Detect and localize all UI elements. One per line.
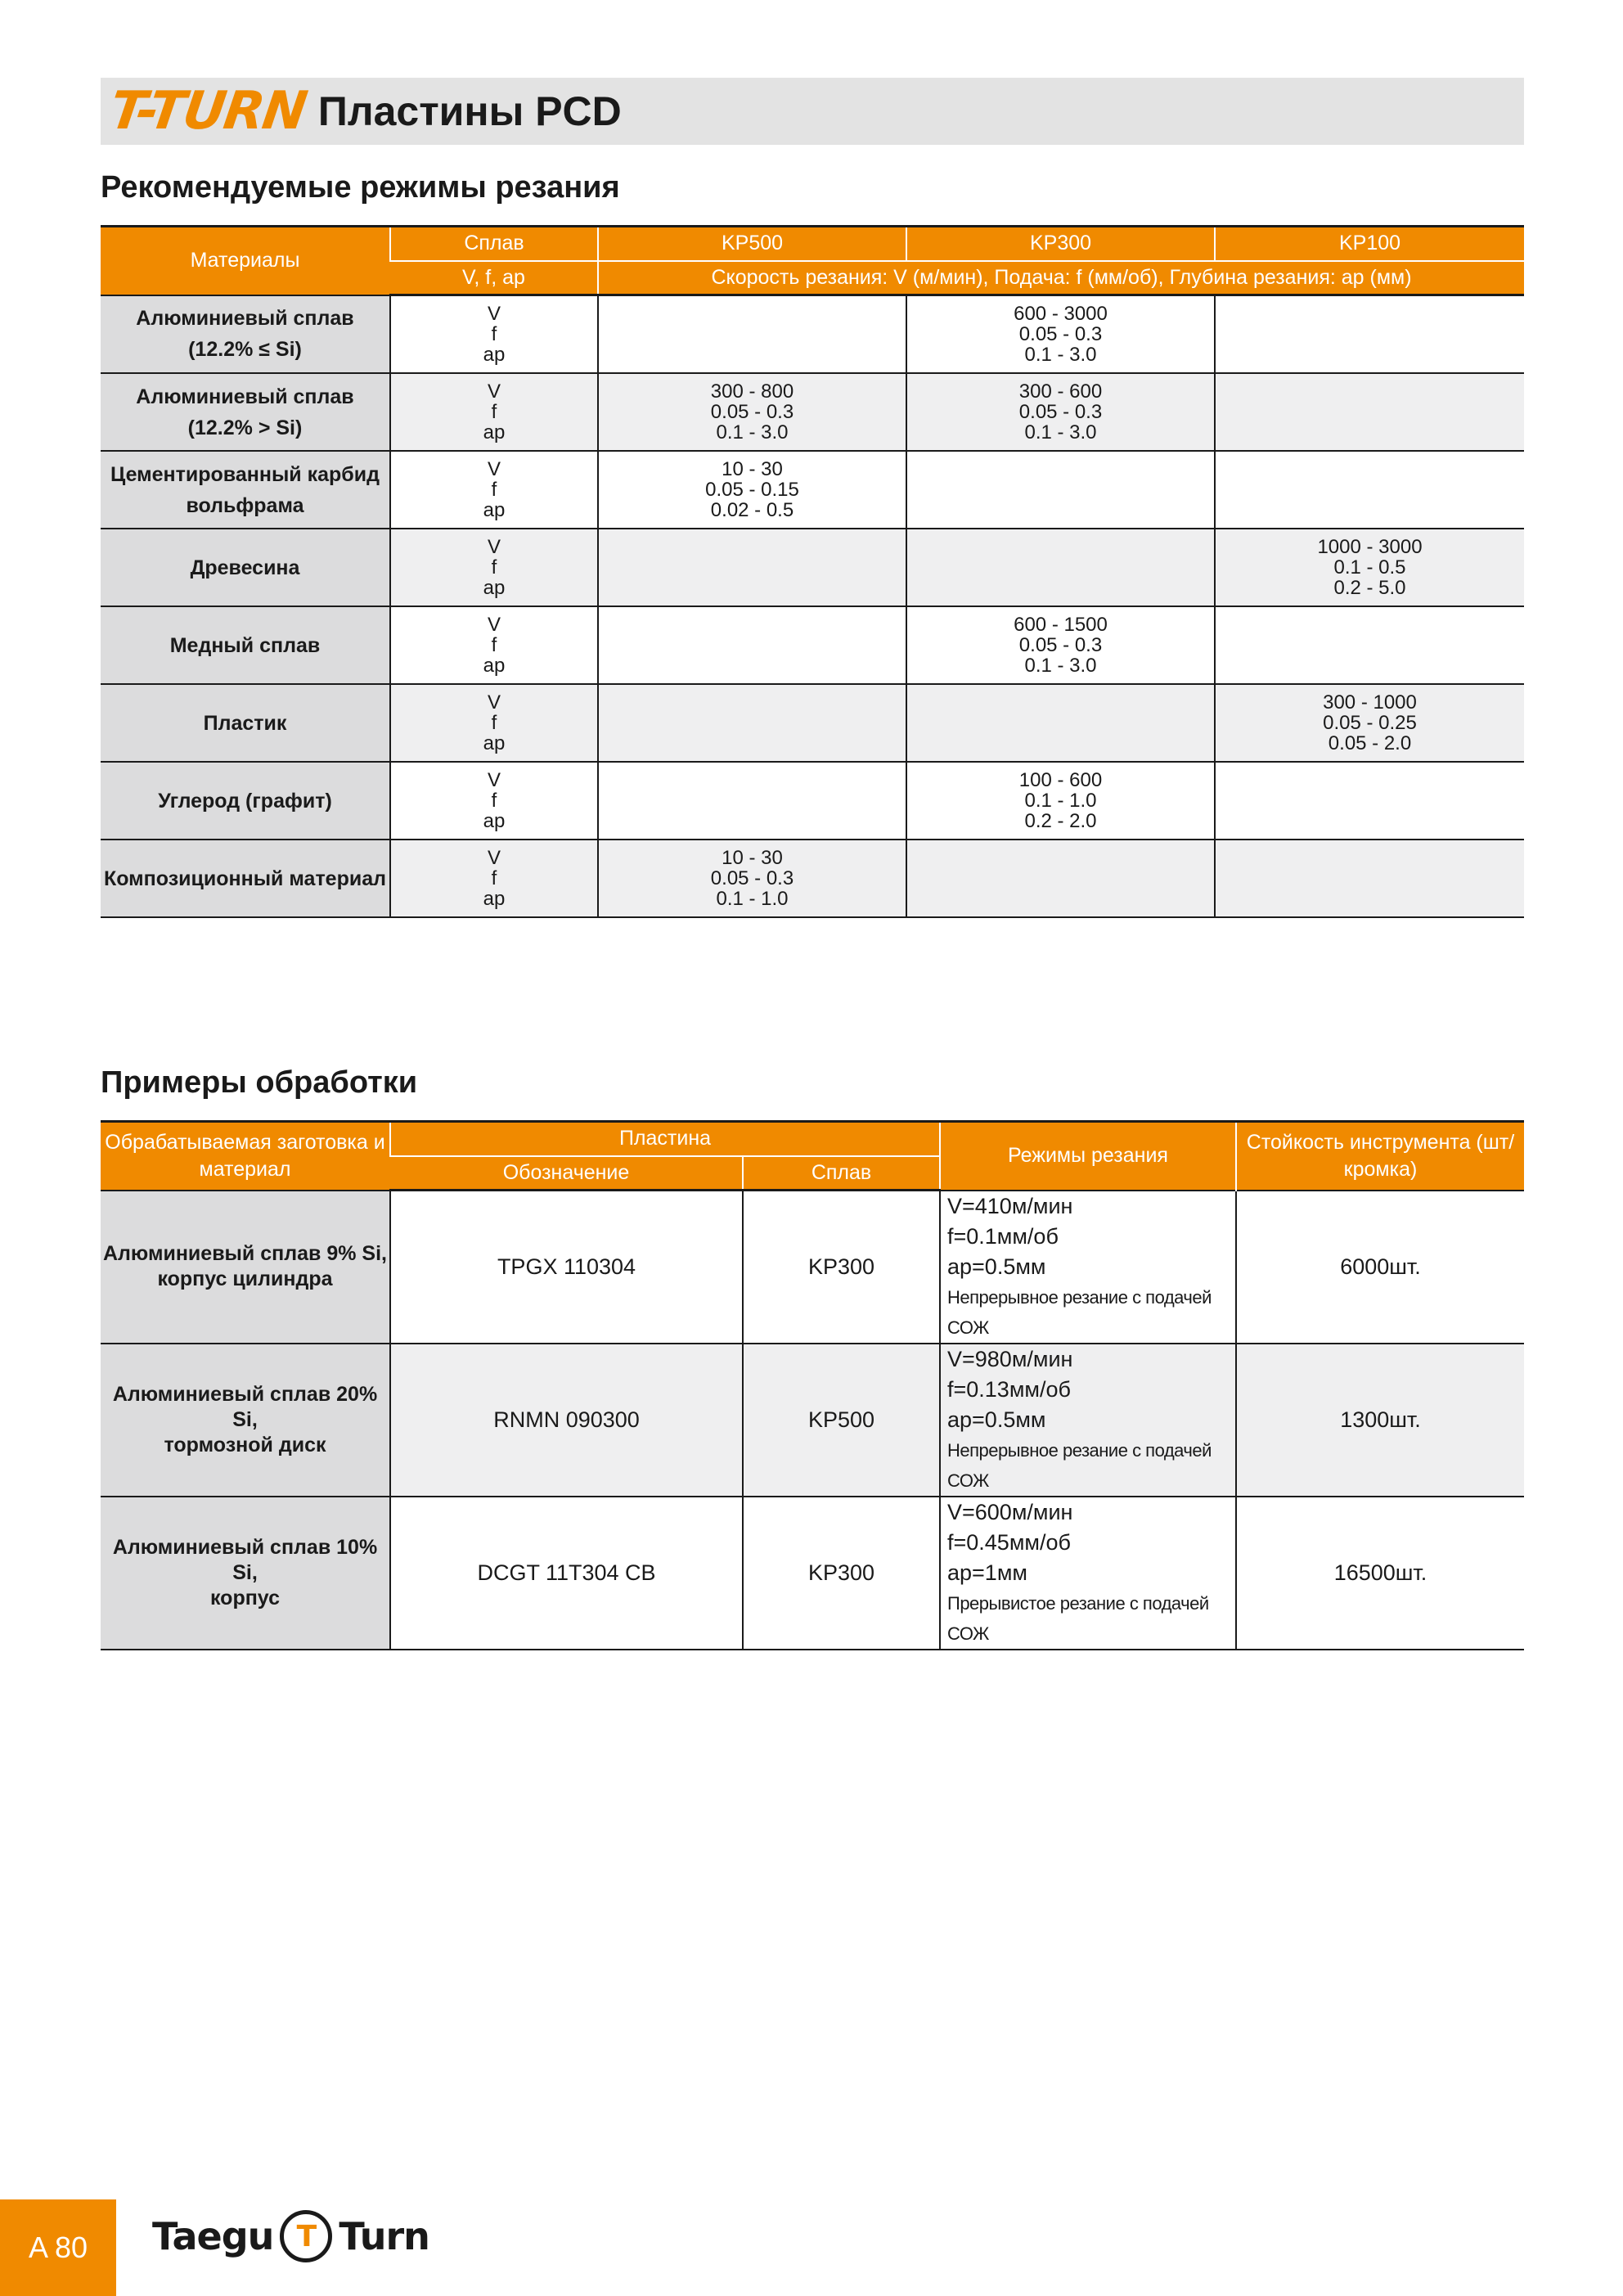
params-cell — [390, 762, 598, 840]
tool-life-cell: 1300шт. — [1236, 1344, 1524, 1497]
cell-line: корпус — [209, 1586, 280, 1609]
params-cell — [390, 295, 598, 374]
grade-header-kp500: KP500 — [598, 227, 906, 261]
cell-line: ap=0.5мм — [947, 1254, 1046, 1279]
cell-line: V — [487, 614, 501, 636]
tool-life-header: Стойкость инструмента (шт/кромка) — [1236, 1122, 1524, 1191]
cell-line: f — [491, 479, 497, 501]
cell-line: f — [491, 556, 497, 579]
value-cell-kp100 — [1215, 762, 1524, 840]
cell-line: f — [491, 323, 497, 345]
table-row — [101, 606, 1524, 684]
cell-line: Алюминиевый сплав — [136, 307, 354, 331]
cell-line: V=600м/мин — [947, 1499, 1073, 1524]
cell-line: V — [487, 769, 501, 791]
cell-line: 10 - 30 — [722, 847, 783, 869]
table-row — [101, 1344, 1524, 1497]
value-cell-kp300 — [906, 295, 1215, 374]
cell-line: 0.02 - 0.5 — [710, 499, 794, 521]
cell-line: 0.05 - 0.3 — [710, 867, 794, 889]
coolant-note: Прерывистое резание с подачей СОЖ — [947, 1592, 1209, 1644]
cell-line: ap — [483, 810, 506, 832]
cell-line: ap — [483, 421, 506, 443]
table-row — [101, 295, 1524, 374]
cell-line: (12.2% ≤ Si) — [188, 338, 302, 362]
cell-line: Композиционный материал — [103, 867, 387, 890]
brand-left: Taegu — [152, 2214, 274, 2258]
designation-cell: DCGT 11T304 CB — [390, 1497, 743, 1650]
value-cell-kp300 — [906, 451, 1215, 529]
materials-header: Материалы — [101, 227, 390, 295]
cell-line: 0.05 - 0.3 — [1018, 634, 1103, 656]
params-cell — [390, 373, 598, 451]
table-row — [101, 1191, 1524, 1344]
insert-header: Пластина — [390, 1122, 940, 1156]
value-cell-kp500 — [598, 373, 906, 451]
cell-line: f — [491, 790, 497, 812]
cell-line: ap — [483, 732, 506, 754]
params-cell — [390, 606, 598, 684]
cell-line: ap — [483, 344, 506, 366]
value-cell-kp500 — [598, 762, 906, 840]
coolant-note: Непрерывное резание с подачей СОЖ — [947, 1439, 1212, 1491]
params-cell — [390, 529, 598, 606]
cell-line: ap=0.5мм — [947, 1407, 1046, 1432]
value-cell-kp100 — [1215, 529, 1524, 606]
modes-cell — [940, 1497, 1236, 1650]
cell-line: 1000 - 3000 — [1317, 536, 1423, 558]
alloy-cell: KP300 — [743, 1191, 940, 1344]
cell-line: f — [491, 867, 497, 889]
cell-line: тормозной диск — [164, 1433, 326, 1456]
cell-line: 300 - 600 — [1018, 380, 1103, 403]
value-cell-kp500 — [598, 684, 906, 762]
page-header — [101, 78, 1524, 145]
material-cell — [101, 529, 390, 606]
page-title: Пластины PCD — [317, 88, 622, 134]
cell-line: 0.05 - 0.3 — [1018, 323, 1103, 345]
logo-letter: T-TURN — [106, 81, 310, 142]
examples-table — [101, 1120, 1524, 1650]
cell-line: Углерод (графит) — [158, 789, 332, 813]
cell-line: 0.05 - 0.15 — [705, 479, 799, 501]
cell-line: 0.1 - 3.0 — [1024, 655, 1097, 677]
cell-line: 0.1 - 1.0 — [716, 888, 789, 910]
value-cell-kp300 — [906, 762, 1215, 840]
coolant-note: Непрерывное резание с подачей СОЖ — [947, 1286, 1212, 1338]
material-cell — [101, 373, 390, 451]
insert-alloy-header: Сплав — [743, 1156, 940, 1191]
tool-life-cell: 16500шт. — [1236, 1497, 1524, 1650]
cell-line: ap=1мм — [947, 1560, 1027, 1585]
cell-line: V=980м/мин — [947, 1346, 1073, 1371]
params-cell — [390, 451, 598, 529]
table-row — [101, 1497, 1524, 1650]
value-cell-kp500 — [598, 840, 906, 917]
params-cell — [390, 684, 598, 762]
grade-header-kp300: KP300 — [906, 227, 1215, 261]
cutting-modes-table — [101, 225, 1524, 918]
cell-line: 300 - 800 — [710, 380, 794, 403]
cell-line: 0.1 - 0.5 — [1333, 556, 1406, 579]
cell-line: Пластик — [203, 711, 287, 735]
table-row — [101, 529, 1524, 606]
cell-line: 0.2 - 5.0 — [1333, 577, 1406, 599]
cell-line: Медный сплав — [169, 633, 321, 657]
modes-cell — [940, 1344, 1236, 1497]
cell-line: f=0.45мм/об — [947, 1529, 1071, 1555]
material-cell — [101, 762, 390, 840]
cell-line: V — [487, 458, 501, 480]
table-row — [101, 840, 1524, 917]
cell-line: 0.1 - 1.0 — [1024, 790, 1097, 812]
cell-line: корпус цилиндра — [157, 1267, 333, 1290]
value-cell-kp100 — [1215, 295, 1524, 374]
workpiece-header: Обрабатываемая заготовка и материал — [101, 1122, 390, 1191]
cell-line: f — [491, 634, 497, 656]
params-cell — [390, 840, 598, 917]
cell-line: Алюминиевый сплав 9% Si, — [103, 1242, 387, 1265]
cell-line: 0.1 - 3.0 — [1024, 421, 1097, 443]
value-cell-kp300 — [906, 840, 1215, 917]
modes-cell — [940, 1191, 1236, 1344]
cell-line: (12.2% > Si) — [187, 416, 303, 439]
cell-line: 100 - 600 — [1018, 769, 1103, 791]
cell-line: V — [487, 691, 501, 714]
t-turn-logo — [106, 81, 309, 142]
designation-cell: TPGX 110304 — [390, 1191, 743, 1344]
cell-line: V — [487, 847, 501, 869]
cell-line: ap — [483, 888, 506, 910]
alloy-cell: KP300 — [743, 1497, 940, 1650]
value-cell-kp100 — [1215, 606, 1524, 684]
designation-cell: RNMN 090300 — [390, 1344, 743, 1497]
cell-line: 10 - 30 — [722, 458, 783, 480]
cell-line: V=410м/мин — [947, 1193, 1073, 1218]
cell-line: 0.05 - 0.25 — [1323, 712, 1417, 734]
cell-line: Алюминиевый сплав 10% Si, — [112, 1535, 378, 1584]
workpiece-cell — [101, 1191, 390, 1344]
cutting-section-title: Рекомендуемые режимы резания — [101, 170, 620, 205]
value-cell-kp500 — [598, 606, 906, 684]
cell-line: 300 - 1000 — [1323, 691, 1417, 714]
value-cell-kp100 — [1215, 373, 1524, 451]
cell-line: 600 - 3000 — [1014, 303, 1108, 325]
params-header: V, f, ap — [390, 261, 598, 295]
cell-line: f — [491, 712, 497, 734]
table-row — [101, 684, 1524, 762]
cell-line: f=0.1мм/об — [947, 1223, 1059, 1249]
cell-line: 600 - 1500 — [1014, 614, 1108, 636]
value-cell-kp300 — [906, 529, 1215, 606]
cell-line: вольфрама — [186, 493, 304, 517]
cell-line: V — [487, 380, 501, 403]
cell-line: 0.1 - 3.0 — [1024, 344, 1097, 366]
alloy-cell: KP500 — [743, 1344, 940, 1497]
cell-line: ap — [483, 577, 506, 599]
brand-right: Turn — [339, 2214, 429, 2258]
examples-section-title: Примеры обработки — [101, 1065, 418, 1100]
modes-header: Режимы резания — [940, 1122, 1236, 1191]
cell-line: Древесина — [190, 556, 300, 579]
cell-line: 0.2 - 2.0 — [1024, 810, 1097, 832]
page-number: A 80 — [0, 2199, 116, 2296]
cell-line: Алюминиевый сплав 20% Si, — [112, 1382, 378, 1431]
value-cell-kp100 — [1215, 451, 1524, 529]
workpiece-cell — [101, 1497, 390, 1650]
cell-line: ap — [483, 499, 506, 521]
units-header: Скорость резания: V (м/мин), Подача: f (мм/об), Глубина резания: ap (мм) — [598, 261, 1524, 295]
material-cell — [101, 606, 390, 684]
cell-line: 0.05 - 0.3 — [710, 401, 794, 423]
cell-line: 0.05 - 0.3 — [1018, 401, 1103, 423]
workpiece-cell — [101, 1344, 390, 1497]
cell-line: Цементированный карбид — [110, 462, 380, 486]
value-cell-kp300 — [906, 606, 1215, 684]
designation-header: Обозначение — [390, 1156, 743, 1191]
material-cell — [101, 840, 390, 917]
tool-life-cell: 6000шт. — [1236, 1191, 1524, 1344]
grade-header-kp100: KP100 — [1215, 227, 1524, 261]
material-cell — [101, 684, 390, 762]
value-cell-kp500 — [598, 529, 906, 606]
alloy-header: Сплав — [390, 227, 598, 261]
value-cell-kp300 — [906, 684, 1215, 762]
value-cell-kp100 — [1215, 684, 1524, 762]
table-row — [101, 762, 1524, 840]
cell-line: f — [491, 401, 497, 423]
cell-line: 0.05 - 2.0 — [1328, 732, 1412, 754]
cell-line: Алюминиевый сплав — [136, 385, 354, 408]
cell-line: ap — [483, 655, 506, 677]
cell-line: V — [487, 536, 501, 558]
brand-badge-icon: T — [280, 2210, 332, 2262]
value-cell-kp300 — [906, 373, 1215, 451]
material-cell — [101, 451, 390, 529]
value-cell-kp500 — [598, 451, 906, 529]
cell-line: 0.1 - 3.0 — [716, 421, 789, 443]
table-row — [101, 451, 1524, 529]
value-cell-kp100 — [1215, 840, 1524, 917]
cell-line: f=0.13мм/об — [947, 1376, 1071, 1402]
cell-line: V — [487, 303, 501, 325]
table-row — [101, 373, 1524, 451]
taegu-turn-logo — [152, 2209, 429, 2263]
value-cell-kp500 — [598, 295, 906, 374]
material-cell — [101, 295, 390, 374]
